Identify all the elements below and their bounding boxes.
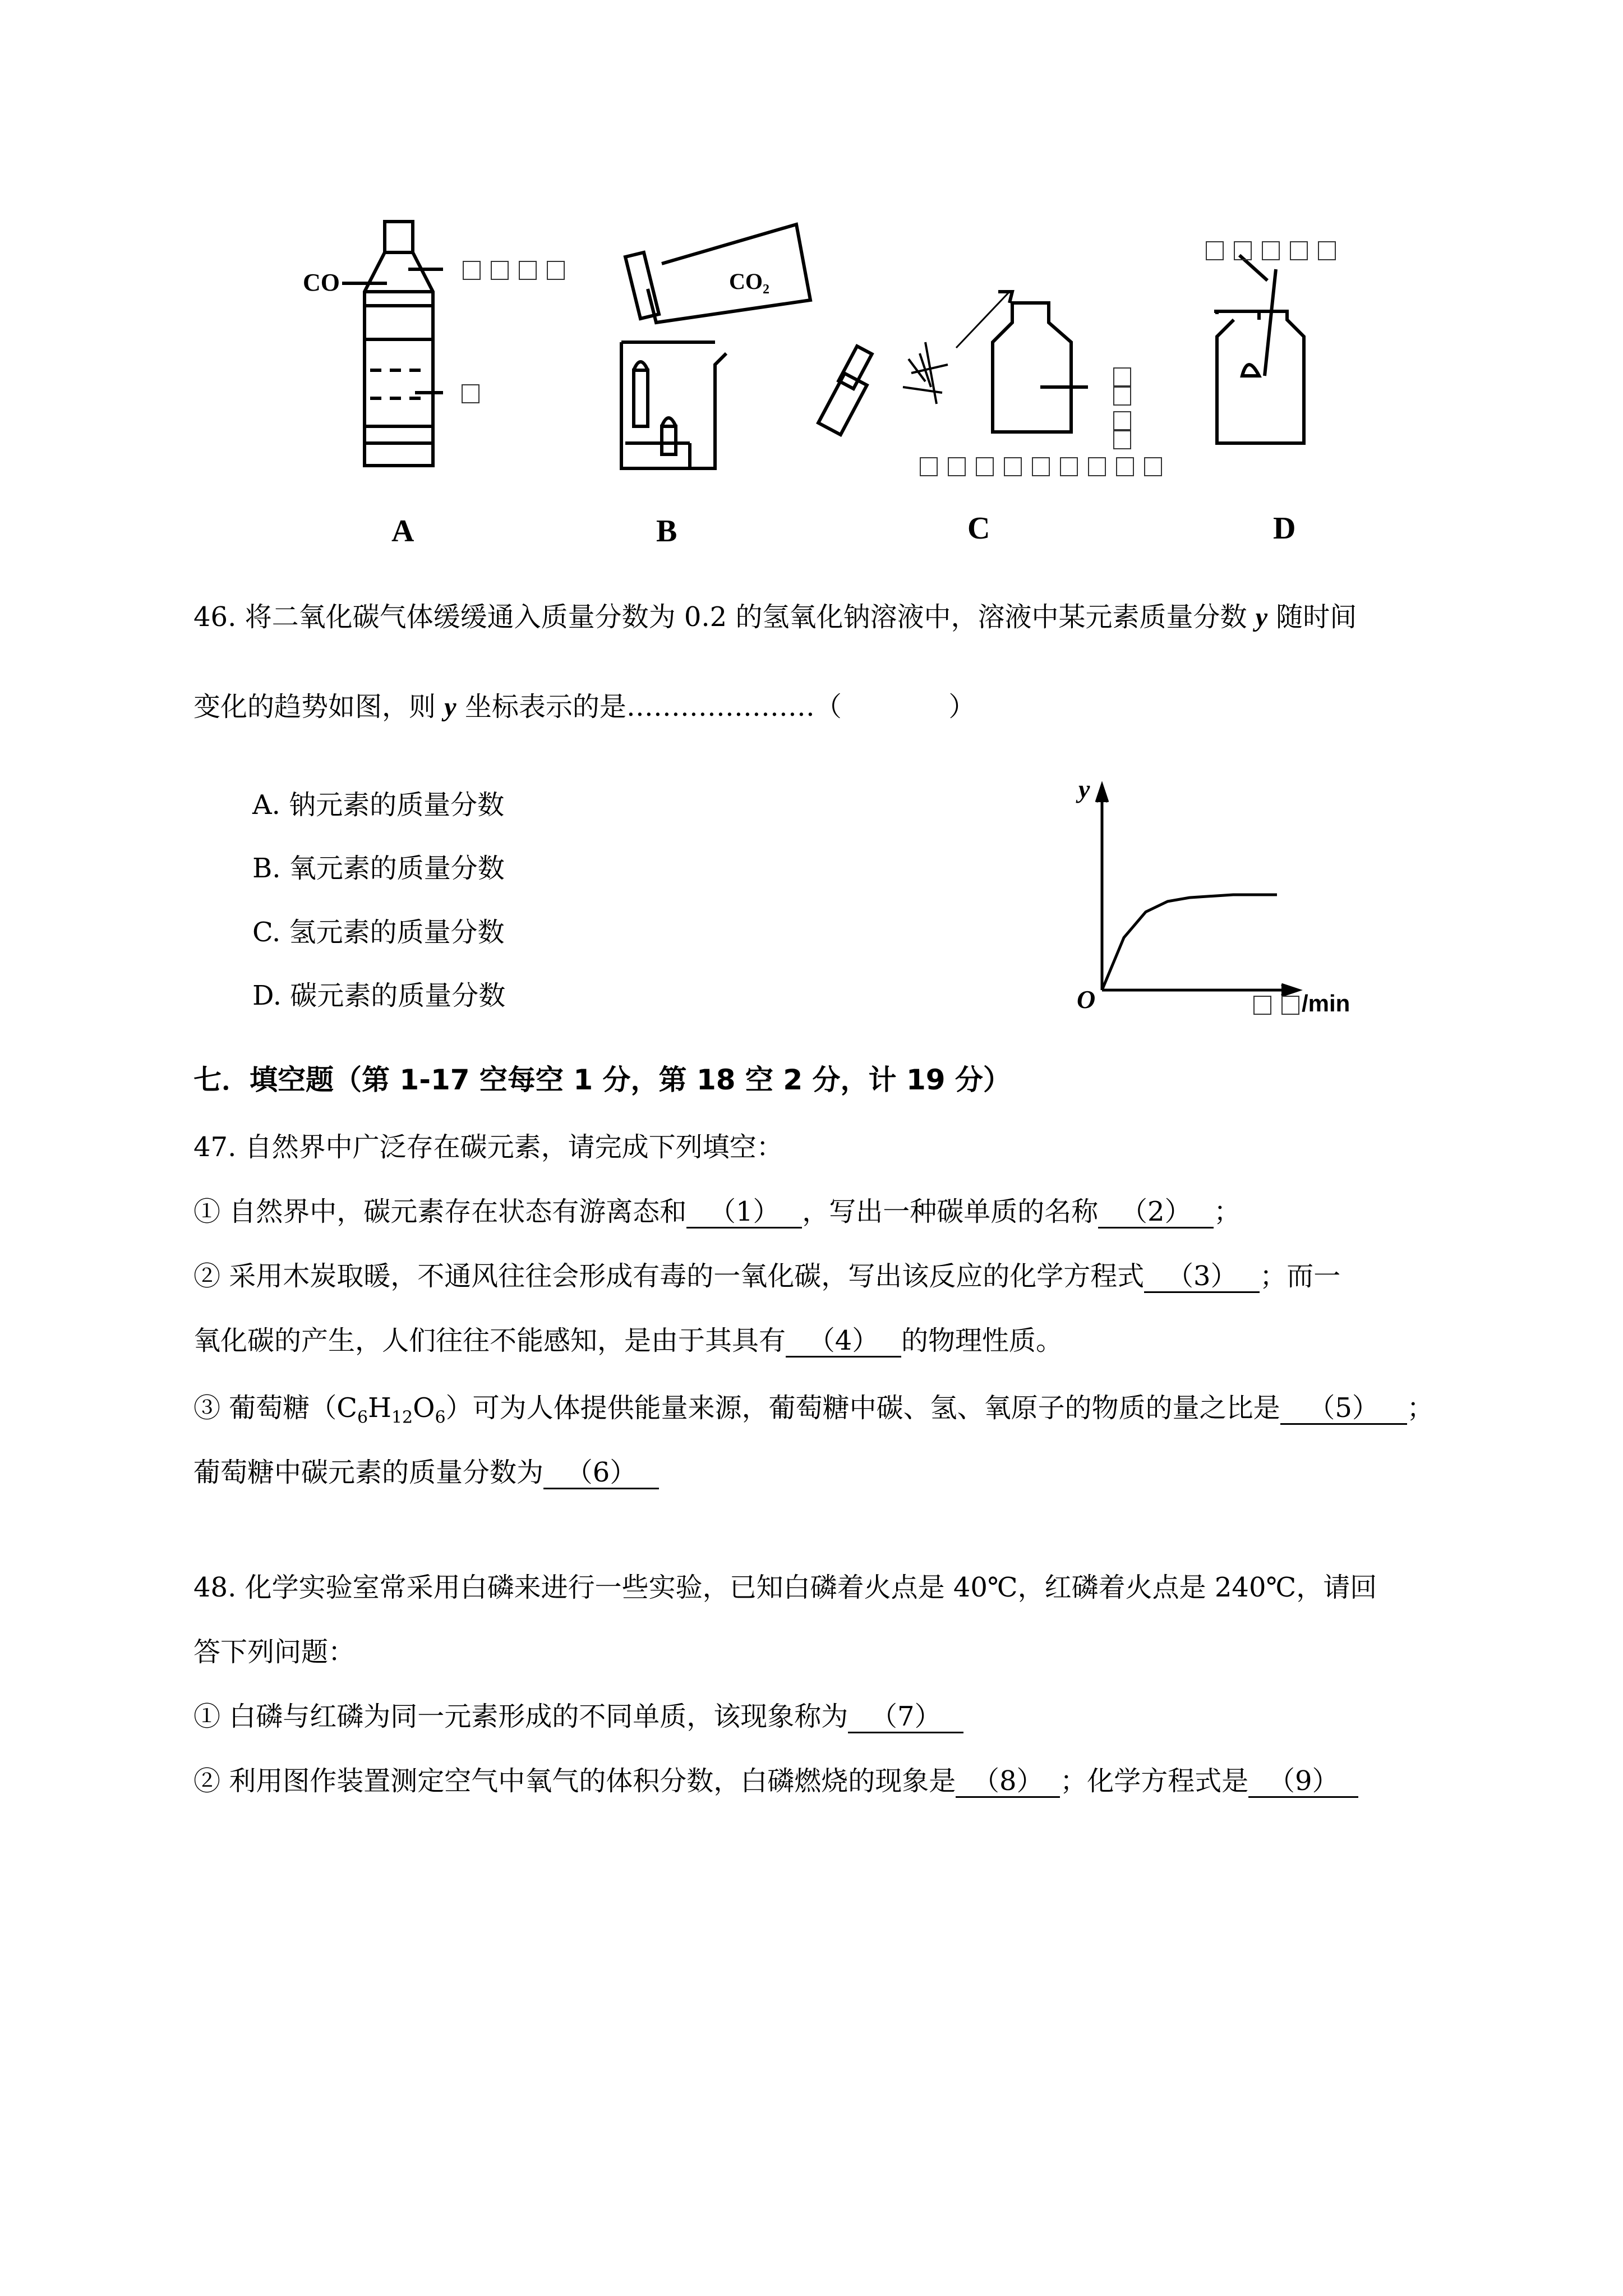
figure-b-label: B <box>656 514 677 549</box>
figure-a-bottle <box>342 222 443 466</box>
figure-a-label: A <box>391 514 414 549</box>
q46-option-c: C. 氢元素的质量分数 <box>252 917 505 948</box>
q46-option-a: A. 钠元素的质量分数 <box>252 789 505 821</box>
blank-1[interactable]: （1） <box>686 1197 802 1228</box>
q47-item3-line2: 葡萄糖中碳元素的质量分数为 （6） <box>193 1456 659 1489</box>
blank-4[interactable]: （4） <box>786 1326 901 1358</box>
q47-intro: 47. 自然界中广泛存在碳元素，请完成下列填空： <box>193 1131 783 1163</box>
blank-5[interactable]: （5） <box>1280 1393 1407 1425</box>
figure-a-water-box <box>462 384 490 403</box>
blank-2[interactable]: （2） <box>1098 1197 1214 1228</box>
q47-item3-line1: ③ 葡萄糖$(C_6H_{12}O_6)$可为人体提供能量来源，葡萄糖中碳、氢、氧原子的物质的量之比是 （5） ； <box>193 1392 1434 1428</box>
blank-3[interactable]: （3） <box>1144 1261 1260 1293</box>
figure-d-label: D <box>1273 511 1296 546</box>
q47-item2-line1: ② 采用木炭取暖，不通风往往会形成有毒的一氧化碳，写出该反应的化学方程式 （3） ；而一 <box>193 1260 1341 1292</box>
figure-c-gas-jar <box>818 292 1088 435</box>
blank-6[interactable]: （6） <box>543 1457 659 1489</box>
series-line <box>1102 895 1277 990</box>
graph-origin-label: O <box>1077 985 1096 1014</box>
blank-9[interactable]: （9） <box>1248 1766 1358 1798</box>
graph-x-label: /min <box>1253 990 1350 1017</box>
y-axis-arrow <box>1096 785 1108 802</box>
blank-7[interactable]: （7） <box>848 1701 963 1733</box>
q48-item2: ② 利用图作装置测定空气中氧气的体积分数，白磷燃烧的现象是 （8） ；化学方程式是 （9） <box>193 1764 1358 1798</box>
q48-intro-line2: 答下列问题： <box>193 1636 356 1668</box>
apparatus-figures <box>0 0 1623 561</box>
figure-c-side-boxes <box>1113 367 1164 449</box>
figure-a-gas-label: CO <box>303 269 340 296</box>
figure-a-label-boxes <box>463 261 575 280</box>
q46-line1: 46. 将二氧化碳气体缓缓通入质量分数为 0.2 的氢氧化钠溶液中，溶液中某元素质量分数 y 随时间 <box>193 601 1357 633</box>
blank-8[interactable]: （8） <box>956 1766 1060 1798</box>
figure-c-label: C <box>967 511 990 546</box>
q46-option-b: B. 氧元素的质量分数 <box>252 853 505 884</box>
figure-c-caption-boxes <box>920 457 1172 476</box>
q48-intro-line1: 48. 化学实验室常采用白磷来进行一些实验，已知白磷着火点是 40℃，红磷着火点是 240℃，请回 <box>193 1572 1377 1603</box>
q46-option-d: D. 碳元素的质量分数 <box>252 980 506 1011</box>
figure-d-bottle <box>1214 255 1304 443</box>
graph-y-label: y <box>1078 775 1090 803</box>
q47-item1: ① 自然界中，碳元素存在状态有游离态和 （1） ，写出一种碳单质的名称 （2） ； <box>193 1196 1241 1227</box>
section7-title: 七．填空题（第 1-17 空每空 1 分，第 18 空 2 分，计 19 分） <box>193 1064 1011 1096</box>
q46-line2: 变化的趋势如图，则 y 坐标表示的是…………………（ ） <box>193 691 976 723</box>
figure-b-gas-label: CO₂ <box>729 269 769 294</box>
q48-item1: ① 白磷与红磷为同一元素形成的不同单质，该现象称为 （7） <box>193 1700 963 1733</box>
q47-item2-line2: 氧化碳的产生，人们往往不能感知，是由于其具有 （4） 的物理性质。 <box>193 1325 1063 1356</box>
figure-b-candles <box>621 224 810 468</box>
figure-d-caption-boxes <box>1206 241 1346 260</box>
